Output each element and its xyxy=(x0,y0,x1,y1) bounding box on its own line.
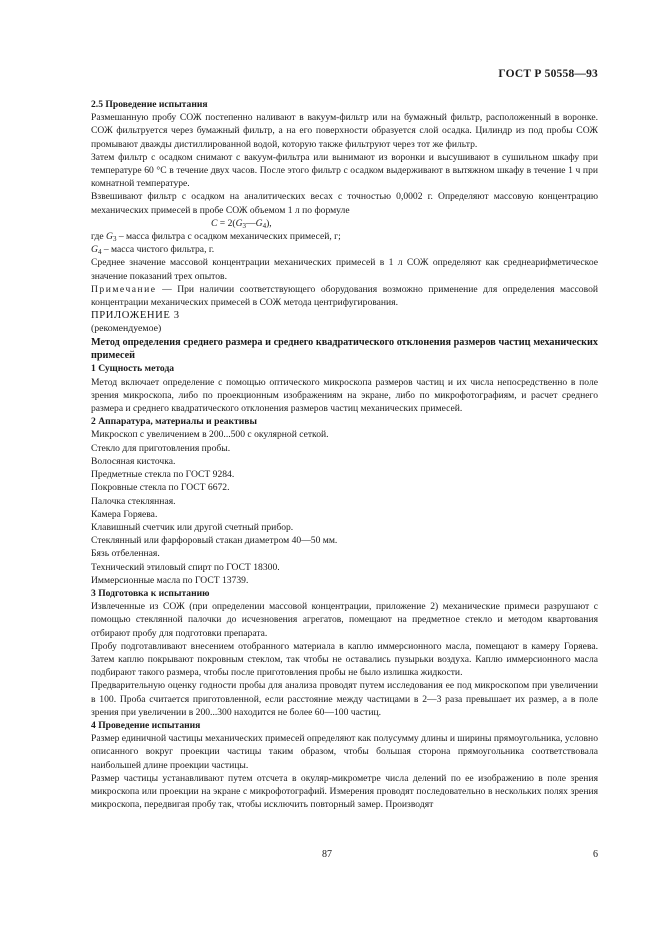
list-item: Иммерсионные масла по ГОСТ 13739. xyxy=(91,574,249,586)
appendix-title: Метод определения среднего размера и среднего квадратического отклонения размеров частиц механических примесей xyxy=(91,336,598,362)
list-item: Покровные стекла по ГОСТ 6672. xyxy=(91,482,230,494)
formula-legend-g4: $G_4$ – масса чистого фильтра, г. xyxy=(91,244,215,257)
list-item: Предметные стекла по ГОСТ 9284. xyxy=(91,469,235,481)
appendix-status: (рекомендуемое) xyxy=(91,323,162,335)
paragraph: Пробу подготавливают внесением отобранного материала в каплю иммерсионного масла, помещают в камеру Горяева. Затем каплю покрывают покровным стеклом, так чтобы не оставались пузырьки воздуха. Каплю иммерсионного масла подбирают такого размера, чтобы после приготовления пробы не было излишка жидкости. xyxy=(91,640,598,679)
paragraph: Затем фильтр с осадком снимают с вакуум-фильтра или вынимают из воронки и высушивают в сушильном шкафу при температуре 60 °С в течение двух часов. После этого фильтр с осадком выдерживают в вытяжном шкафу в течение 1 ч при комнатной температуре. xyxy=(91,151,598,190)
list-item: Клавишный счетчик или другой счетный прибор. xyxy=(91,521,294,533)
list-item: Волосяная кисточка. xyxy=(91,455,176,467)
paragraph: Взвешивают фильтр с осадком на аналитических весах с точностью 0,0002 г. Определяют массовую концентрацию механических примесей в пробе СОЖ объемом 1 л по формуле xyxy=(91,191,598,216)
list-item: Стеклянный или фарфоровый стакан диаметром 40—50 мм. xyxy=(91,535,338,547)
paragraph: Размер частицы устанавливают путем отсчета в окуляр-микрометре числа делений по ее изображению в поле зрения микроскопа или проекции на экране с микрофотографий. Измерения проводят последовательно в нескольких полях зрения микроскопа, передвигая пробу так, чтобы исключить повторный замер. Производят xyxy=(91,772,598,811)
note: Примечание — При наличии соответствующего оборудования возможно применение для определения массовой концентрации механических примесей в СОЖ метода центрифугирования. xyxy=(91,283,598,309)
equipment-list xyxy=(91,428,598,586)
list-item: Технический этиловый спирт по ГОСТ 18300. xyxy=(91,561,280,573)
list-item: Микроскоп с увеличением в 200...500 с окулярной сеткой. xyxy=(91,429,329,441)
list-item: Палочка стеклянная. xyxy=(91,495,176,507)
appendix-label: ПРИЛОЖЕНИЕ 3 xyxy=(91,310,180,322)
paragraph: Метод включает определение с помощью оптического микроскопа размеров частиц и их числа непосредственно в поле зрения микроскопа, либо по проекционным изображениям на экране, либо по микрофотографиям, и расчет среднего размера и среднего квадратического отклонения размеров частиц механических примесей. xyxy=(91,376,598,415)
sheet-number: 6 xyxy=(593,849,598,860)
list-item: Стекло для приготовления пробы. xyxy=(91,442,231,454)
document-body xyxy=(91,98,598,811)
section-heading-3: 3 Подготовка к испытанию xyxy=(91,587,210,599)
section-heading-2: 2 Аппаратура, материалы и реактивы xyxy=(91,416,257,428)
paragraph: Размер единичной частицы механических примесей определяют как полусумму длины и ширины прямоугольника, условно описанного вокруг проекции частицы таким образом, чтобы большая сторона прямоугольника соответствовала наибольшей длине проекции частицы. xyxy=(91,733,598,771)
list-item: Камера Горяева. xyxy=(91,508,158,520)
formula-legend-g3: где $G_3$ – масса фильтра с осадком механических примесей, г; xyxy=(91,231,341,244)
section-heading-2-5: 2.5 Проведение испытания xyxy=(91,99,208,110)
paragraph: Среднее значение массовой концентрации механических примесей в 1 л СОЖ определяют как среднеарифметическое значение показаний трех опытов. xyxy=(91,257,598,282)
formula: $C = 2(G_3—G_4)$, xyxy=(211,217,272,230)
list-item: Бязь отбеленная. xyxy=(91,548,160,560)
paragraph: Предварительную оценку годности пробы для анализа проводят путем исследования ее под микроскопом при увеличении в 100. Проба считается приготовленной, если расстояние между частицами в 2—3 раза превышает их размер, а в поле зрения при увеличении в 200...300 находится не более 60—100 частиц. xyxy=(91,680,598,718)
paragraph: Размешанную пробу СОЖ постепенно наливают в вакуум-фильтр или на бумажный фильтр, расположенный в воронке. СОЖ фильтруется через бумажный фильтр, а на его поверхности образуется слой осадка. Цилиндр из под пробы СОЖ промывают дважды дистиллированной водой, которую также фильтруют через тот же фильтр. xyxy=(91,112,598,150)
page-number: 87 xyxy=(322,849,332,860)
paragraph: Извлеченные из СОЖ (при определении массовой концентрации, приложение 2) механические примеси разрушают с помощью стеклянной палочки до исчезновения агрегатов, помещают на предметное стекло и методом квартования отбирают пробу для подготовки препарата. xyxy=(91,601,598,639)
section-heading-1: 1 Сущность метода xyxy=(91,363,175,375)
section-heading-4: 4 Проведение испытания xyxy=(91,719,201,731)
standard-number: ГОСТ Р 50558—93 xyxy=(498,68,598,80)
